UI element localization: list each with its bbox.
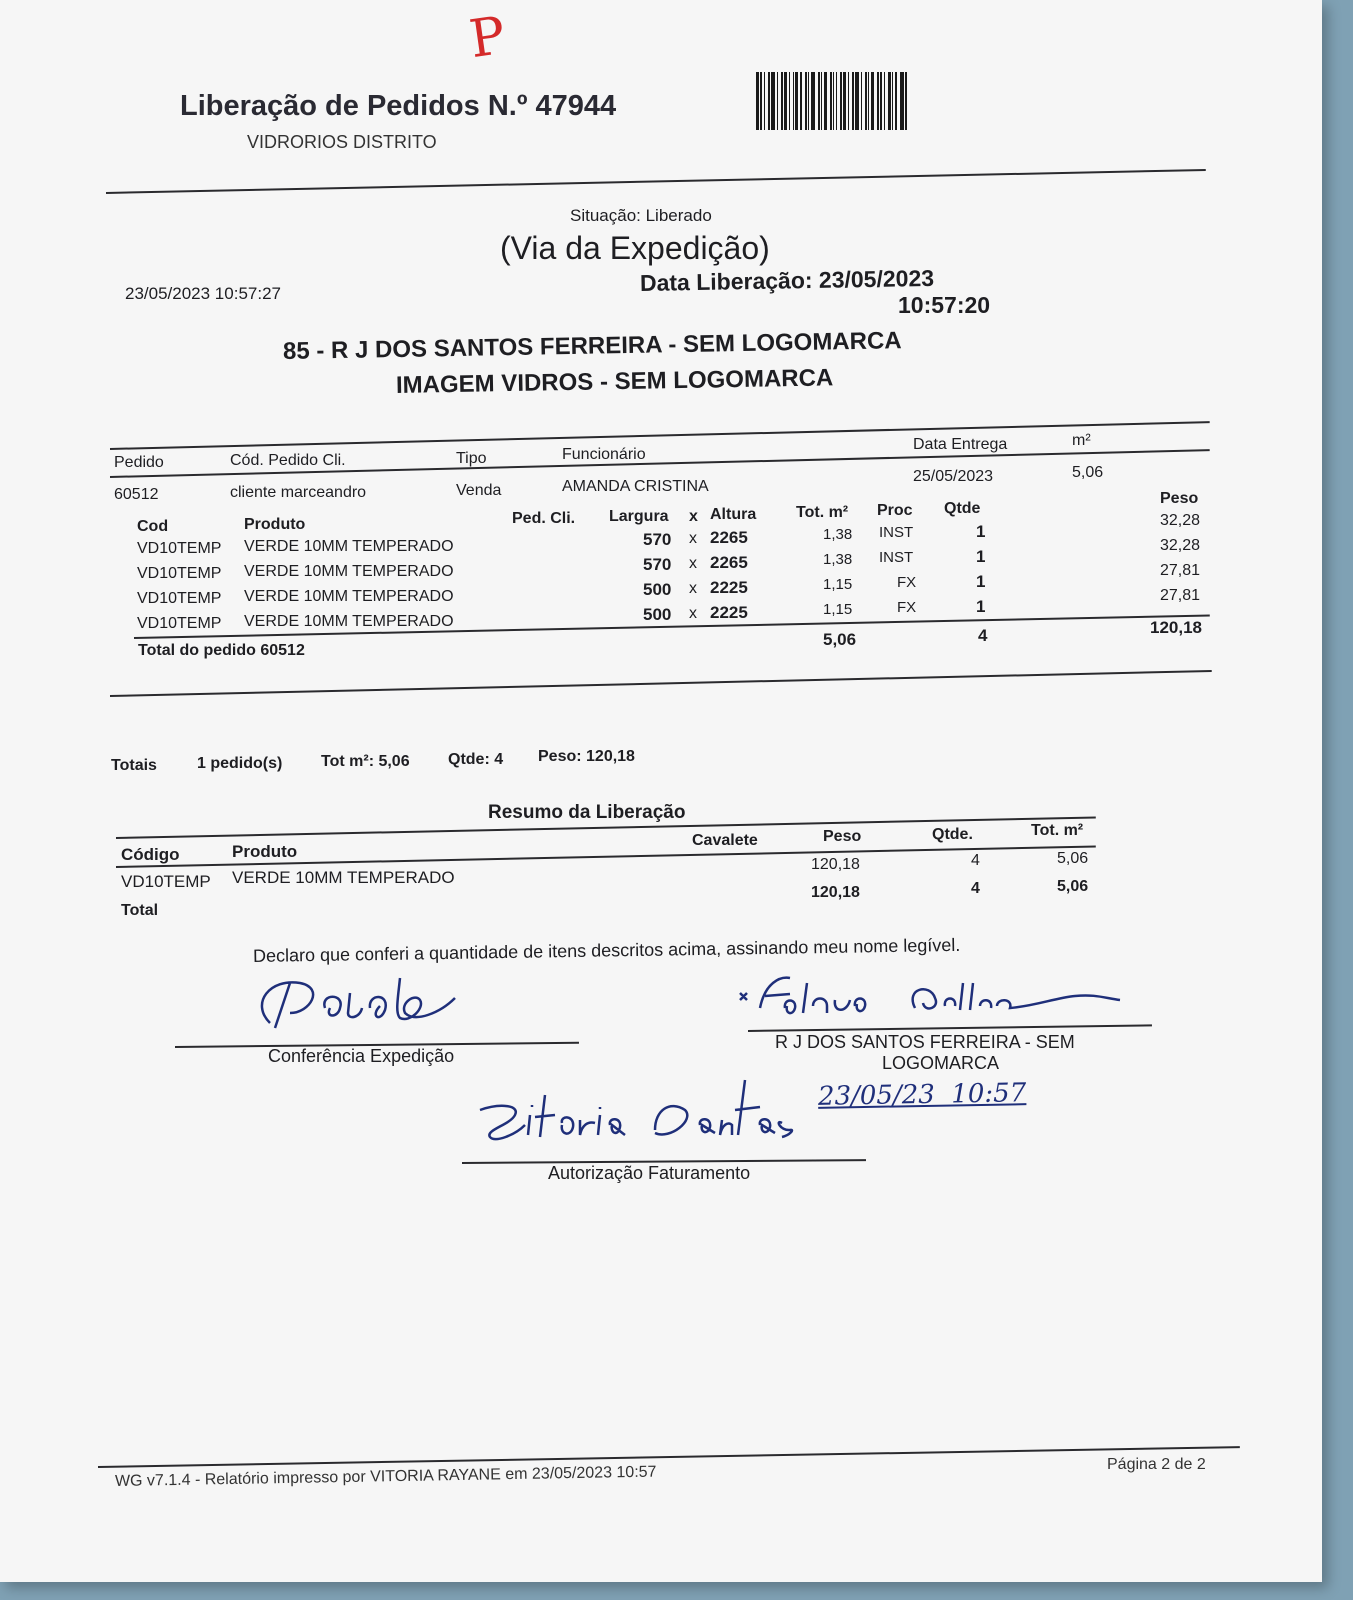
col-data-entrega: Data Entrega: [913, 436, 1008, 453]
item-altura: 2265: [710, 528, 748, 547]
order-total-qtde: 4: [978, 626, 988, 645]
release-date: Data Liberação: 23/05/2023: [639, 264, 935, 296]
barcode-bar: [760, 72, 762, 130]
item-proc: INST: [879, 549, 914, 566]
item-cod: VD10TEMP: [137, 615, 222, 632]
barcode-bar: [795, 72, 798, 130]
barcode-bar: [811, 72, 815, 130]
handwritten-date: 23/05/23 10:57: [817, 1078, 1027, 1112]
summary-title: Resumo da Liberação: [488, 802, 686, 823]
barcode-bar: [818, 72, 820, 130]
barcode-bar: [843, 72, 846, 130]
barcode-bar: [871, 72, 874, 130]
copy-type: (Via da Expedição): [500, 230, 770, 266]
barcode-bar: [900, 72, 904, 130]
barcode-bar: [756, 72, 759, 130]
order-bottom-rule: [110, 670, 1212, 697]
item-altura: 2225: [710, 603, 748, 622]
totals-qtde: Qtde: 4: [448, 751, 504, 768]
order-total-peso: 120,18: [1150, 618, 1202, 637]
col-funcionario: Funcionário: [562, 446, 646, 463]
col-cod-pedido-cli: Cód. Pedido Cli.: [230, 452, 346, 469]
footer-print-info: WG v7.1.4 - Relatório impresso por VITORIA RAYANE em 23/05/2023 10:57: [114, 1463, 657, 1490]
summary-total-peso: 120,18: [811, 884, 860, 901]
items-col-qtde: Qtde: [944, 500, 981, 517]
item-x: x: [689, 605, 697, 622]
items-col-pedcli: Ped. Cli.: [512, 510, 576, 527]
item-qtde: 1: [976, 572, 986, 591]
faturamento-label: Autorização Faturamento: [548, 1163, 751, 1183]
summary-produto: VERDE 10MM TEMPERADO: [232, 868, 455, 887]
item-totm2: 1,15: [823, 601, 853, 618]
totals-totm2: Tot m²: 5,06: [321, 753, 410, 770]
summary-total-qtde: 4: [971, 880, 980, 897]
barcode-bar: [833, 72, 834, 130]
barcode-bar: [892, 72, 893, 130]
item-cod: VD10TEMP: [137, 565, 222, 582]
client-subtitle: IMAGEM VIDROS - SEM LOGOMARCA: [395, 364, 834, 399]
barcode-bar: [768, 72, 770, 130]
col-pedido: Pedido: [114, 454, 164, 471]
items-col-x: x: [689, 508, 698, 525]
item-altura: 2265: [710, 553, 748, 572]
item-altura: 2225: [710, 578, 748, 597]
item-produto: VERDE 10MM TEMPERADO: [244, 613, 454, 630]
company-name: VIDRORIOS DISTRITO: [247, 132, 437, 152]
item-totm2: 1,38: [823, 526, 853, 543]
order-top-rule: [110, 421, 1210, 450]
summary-col-cavalete: Cavalete: [692, 832, 758, 849]
item-produto: VERDE 10MM TEMPERADO: [244, 563, 454, 580]
barcode-bar: [888, 72, 891, 130]
item-qtde: 1: [976, 547, 986, 566]
barcode-bar: [789, 72, 790, 130]
item-proc: FX: [897, 599, 917, 616]
barcode-bar: [880, 72, 882, 130]
items-col-altura: Altura: [710, 506, 757, 523]
item-qtde: 1: [976, 522, 986, 541]
item-totm2: 1,38: [823, 551, 853, 568]
item-cod: VD10TEMP: [137, 540, 222, 557]
order-cod-cli: cliente marceandro: [230, 484, 367, 501]
release-time: 10:57:20: [898, 292, 991, 318]
report-title: Liberação de Pedidos N.º 47944: [180, 90, 617, 122]
order-funcionario: AMANDA CRISTINA: [562, 478, 709, 495]
barcode-bar: [868, 72, 869, 130]
item-produto: VERDE 10MM TEMPERADO: [244, 588, 454, 605]
summary-col-peso: Peso: [823, 828, 862, 845]
signature-expedicao: [230, 968, 500, 1038]
items-col-cod: Cod: [137, 518, 169, 535]
status-text: Situação: Liberado: [570, 206, 712, 225]
barcode-bar: [848, 72, 849, 130]
summary-col-qtde: Qtde.: [932, 826, 973, 843]
barcode-bar: [764, 72, 765, 130]
barcode-bar: [800, 72, 802, 130]
order-tipo: Venda: [456, 482, 502, 499]
item-x: x: [689, 580, 697, 597]
summary-col-codigo: Código: [121, 845, 180, 864]
order-m2: 5,06: [1072, 464, 1104, 481]
item-largura: 570: [643, 555, 672, 574]
barcode-bar: [905, 72, 907, 130]
summary-total-label: Total: [121, 902, 159, 919]
items-col-produto: Produto: [244, 516, 306, 533]
barcode-bar: [793, 72, 794, 130]
item-qtde: 1: [976, 597, 986, 616]
header-divider: [106, 169, 1206, 194]
item-proc: INST: [879, 524, 914, 541]
barcode-bar: [840, 72, 842, 130]
item-x: x: [689, 530, 697, 547]
client-name: 85 - R J DOS SANTOS FERREIRA - SEM LOGOMARCA: [282, 327, 902, 365]
col-tipo: Tipo: [456, 450, 487, 467]
item-x: x: [689, 555, 697, 572]
summary-col-totm2: Tot. m²: [1031, 822, 1084, 839]
items-col-peso: Peso: [1160, 490, 1199, 507]
item-peso: 27,81: [1160, 562, 1201, 579]
item-totm2: 1,15: [823, 576, 853, 593]
barcode-bar: [836, 72, 837, 130]
declaration-text: Declaro que conferi a quantidade de itens descritos acima, assinando meu nome legível.: [252, 934, 961, 966]
item-peso: 32,28: [1160, 512, 1201, 529]
barcode-bar: [781, 72, 783, 130]
order-data-entrega: 25/05/2023: [913, 468, 994, 485]
item-largura: 500: [643, 580, 672, 599]
item-produto: VERDE 10MM TEMPERADO: [244, 538, 454, 555]
col-m2: m²: [1072, 432, 1091, 449]
barcode-bar: [884, 72, 885, 130]
summary-qtde: 4: [971, 852, 980, 869]
items-col-totm2: Tot. m²: [796, 504, 849, 521]
signature-client: [735, 968, 1155, 1028]
barcode-bar: [865, 72, 867, 130]
expedicao-label: Conferência Expedição: [268, 1046, 455, 1066]
client-signature-label-2: LOGOMARCA: [882, 1053, 1000, 1073]
barcode-bar: [855, 72, 859, 130]
item-cod: VD10TEMP: [137, 590, 222, 607]
item-largura: 500: [643, 605, 672, 624]
summary-peso: 120,18: [811, 856, 860, 873]
order-pedido: 60512: [114, 486, 159, 503]
totals-label: Totais: [111, 757, 157, 774]
handwritten-mark: P: [465, 5, 510, 71]
items-col-largura: Largura: [609, 508, 669, 525]
item-largura: 570: [643, 530, 672, 549]
footer-rule: [98, 1446, 1240, 1468]
barcode-bar: [808, 72, 809, 130]
order-total-totm2: 5,06: [823, 630, 857, 649]
summary-totm2: 5,06: [1057, 850, 1089, 867]
signature-faturamento: [470, 1075, 800, 1155]
barcode-bar: [852, 72, 854, 130]
item-peso: 27,81: [1160, 587, 1201, 604]
summary-total-totm2: 5,06: [1057, 878, 1089, 895]
summary-col-produto: Produto: [232, 842, 298, 861]
barcode-bar: [784, 72, 787, 130]
barcode-bar: [830, 72, 832, 130]
totals-peso: Peso: 120,18: [538, 748, 635, 765]
barcode-bar: [824, 72, 827, 130]
barcode-bar: [861, 72, 862, 130]
totals-pedidos: 1 pedido(s): [197, 755, 283, 772]
barcode-bar: [877, 72, 879, 130]
page-number: Página 2 de 2: [1107, 1456, 1206, 1473]
barcode-bar: [821, 72, 822, 130]
client-signature-label-1: R J DOS SANTOS FERREIRA - SEM: [775, 1032, 1075, 1052]
barcode-bar: [895, 72, 897, 130]
barcode-bar: [805, 72, 807, 130]
items-col-proc: Proc: [877, 502, 913, 519]
print-datetime: 23/05/2023 10:57:27: [125, 284, 281, 303]
barcode-bar: [777, 72, 778, 130]
barcode: [756, 72, 950, 130]
item-peso: 32,28: [1160, 537, 1201, 554]
summary-codigo: VD10TEMP: [121, 872, 211, 891]
barcode-bar: [771, 72, 775, 130]
order-total-label: Total do pedido 60512: [138, 642, 305, 659]
item-proc: FX: [897, 574, 917, 591]
